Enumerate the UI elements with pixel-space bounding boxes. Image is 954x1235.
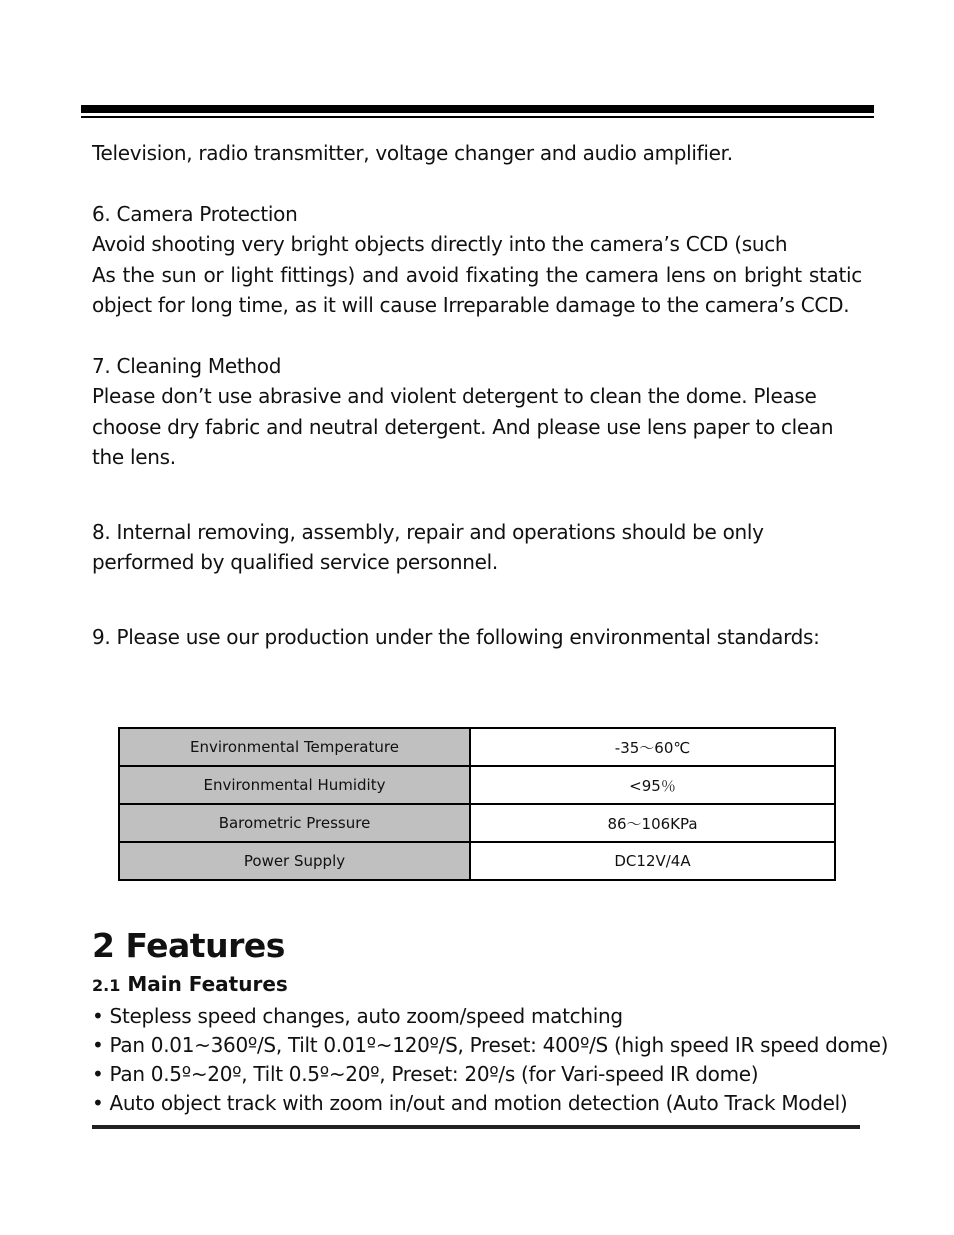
env-label: Barometric Pressure	[119, 804, 470, 842]
section-6-title: 6. Camera Protection	[92, 201, 298, 226]
main-features-subheading	[92, 972, 288, 996]
subheading-text: Main Features	[127, 972, 288, 996]
header-rule-thin	[81, 116, 874, 118]
footer-rule	[92, 1125, 860, 1129]
header-rule-thick	[81, 105, 874, 113]
features-heading: 2 Features	[92, 926, 285, 965]
section-8-body: 8. Internal removing, assembly, repair and operations should be only performed by qualified service personnel.	[92, 519, 764, 574]
env-label: Environmental Temperature	[119, 728, 470, 766]
body-text	[92, 138, 862, 652]
table-row	[119, 842, 835, 880]
intro-text: Television, radio transmitter, voltage changer and audio amplifier.	[92, 141, 733, 165]
list-item: • Stepless speed changes, auto zoom/speed matching	[92, 1004, 623, 1028]
section-6-body: As the sun or light fittings) and avoid fixating the camera lens on bright static object for long time, as it will cause Irreparable damage to the camera’s CCD.	[92, 262, 862, 317]
env-value: -35～60℃	[470, 728, 835, 766]
table-row	[119, 728, 835, 766]
section-7-title: 7. Cleaning Method	[92, 353, 282, 378]
section-9-body: 9. Please use our production under the following environmental standards:	[92, 624, 820, 649]
table-row	[119, 766, 835, 804]
env-label: Power Supply	[119, 842, 470, 880]
environment-table	[118, 727, 836, 881]
section-6-line1: Avoid shooting very bright objects directly into the camera’s CCD (such	[92, 232, 788, 256]
env-value: <95％	[470, 766, 835, 804]
env-label: Environmental Humidity	[119, 766, 470, 804]
table-row	[119, 804, 835, 842]
features-list	[92, 1002, 889, 1118]
list-item: • Pan 0.5º~20º, Tilt 0.5º~20º, Preset: 20º/s (for Vari-speed IR dome)	[92, 1062, 759, 1086]
subheading-number: 2.1	[92, 976, 121, 995]
section-7-body: Please don’t use abrasive and violent detergent to clean the dome. Please choose dry fabric and neutral detergent. And please use lens paper to clean the lens.	[92, 384, 834, 469]
list-item: • Pan 0.01~360º/S, Tilt 0.01º~120º/S, Preset: 400º/S (high speed IR speed dome)	[92, 1033, 889, 1057]
env-value: 86～106KPa	[470, 804, 835, 842]
list-item: • Auto object track with zoom in/out and motion detection (Auto Track Model)	[92, 1091, 848, 1115]
env-value: DC12V/4A	[470, 842, 835, 880]
